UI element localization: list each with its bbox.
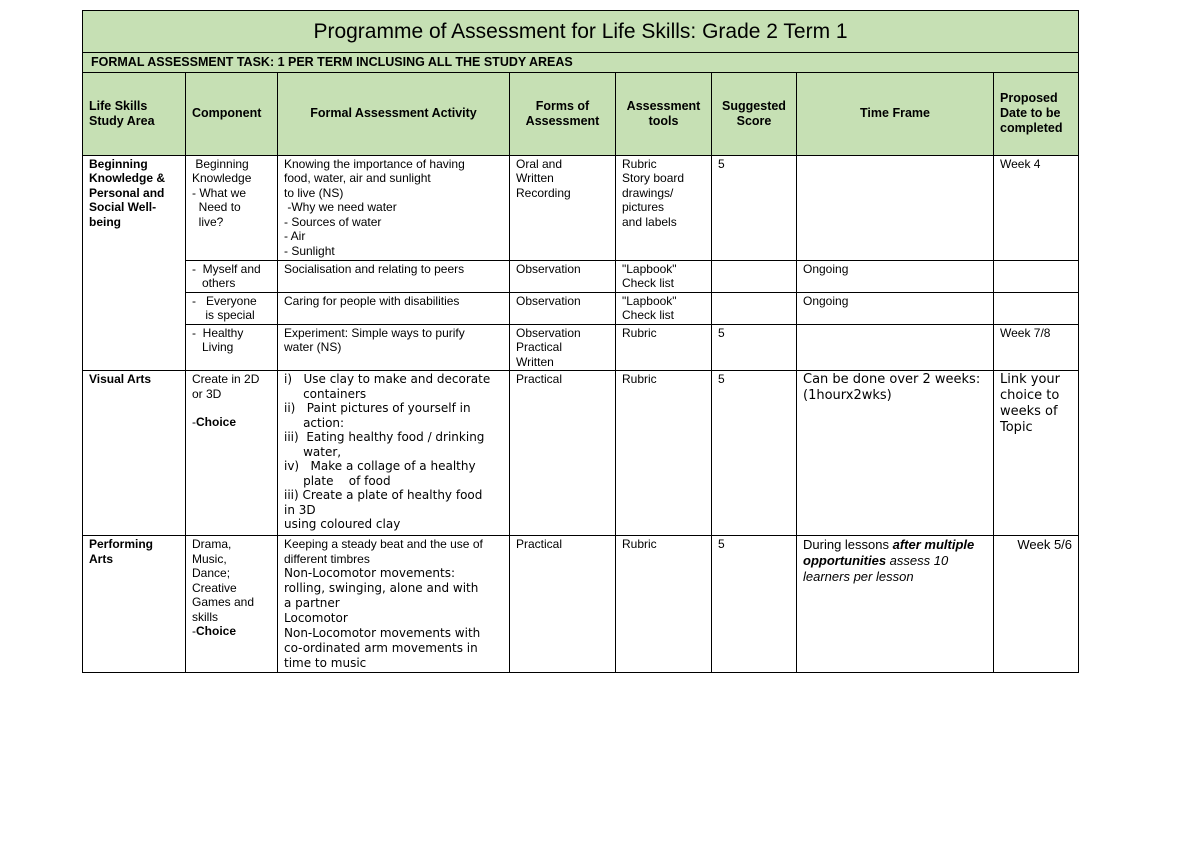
forms-cell: Practical [510, 536, 616, 673]
text-line: live? [192, 214, 224, 229]
choice-prefix: - [192, 415, 196, 429]
time-prefix: During lessons [803, 537, 893, 552]
forms-cell [510, 324, 616, 371]
activity-cell: Socialisation and relating to peers [278, 260, 510, 292]
date-cell [994, 371, 1079, 536]
tools-cell [616, 155, 712, 260]
text-line: i) Use clay to make and decorate [284, 372, 491, 386]
text-line: or 3D [192, 386, 222, 401]
table-row [83, 324, 1079, 371]
text-line: Need to [192, 200, 241, 214]
component-cell [186, 536, 278, 673]
activity-cell [278, 371, 510, 536]
text-line: containers [284, 386, 367, 401]
forms-cell: Observation [510, 292, 616, 324]
date-cell: Week 5/6 [994, 536, 1079, 673]
date-cell [994, 292, 1079, 324]
text-line: others [192, 276, 236, 290]
score-cell [712, 292, 797, 324]
text-line: time to music [284, 656, 367, 670]
text-line: weeks of [1000, 404, 1058, 419]
tools-cell [616, 292, 712, 324]
date-cell: Week 7/8 [994, 324, 1079, 371]
text-line: Games and [192, 595, 255, 609]
text-line: Non-Locomotor movements: [284, 566, 456, 580]
text-line: drawings/ [622, 185, 674, 200]
text-line: - Myself and [192, 261, 261, 276]
time-frame-cell: Ongoing [797, 292, 994, 324]
time-bold: after multiple opportunities [803, 537, 975, 568]
text-line: -Why we need water [284, 200, 397, 214]
tools-cell: Rubric [616, 536, 712, 673]
text-line: Topic [1000, 420, 1033, 435]
component-cell [186, 292, 278, 324]
text-line: Rubric [622, 156, 657, 171]
choice-label [192, 415, 271, 430]
activity-lines-sans [284, 537, 503, 566]
score-cell: 5 [712, 155, 797, 260]
text-line: using coloured clay [284, 517, 401, 531]
text-line: Music, [192, 551, 227, 566]
header-activity: Formal Assessment Activity [278, 72, 510, 155]
text-line: water, [284, 444, 342, 459]
text-line: water (NS) [284, 340, 342, 354]
text-line: - Everyone [192, 293, 257, 308]
header-date: Proposed Date to be completed [994, 72, 1079, 155]
header-score: Suggested Score [712, 72, 797, 155]
forms-cell: Practical [510, 371, 616, 536]
text-line: choice to [1000, 388, 1060, 403]
text-line: Dance; [192, 566, 231, 580]
text-line: Written [516, 171, 554, 185]
text-line: is special [192, 308, 255, 322]
time-frame-cell [797, 536, 994, 673]
table-row [83, 292, 1079, 324]
forms-cell [510, 155, 616, 260]
text-line: - Air [284, 229, 306, 243]
text-line: "Lapbook" [622, 293, 677, 308]
table-row [83, 155, 1079, 260]
time-frame-cell [797, 155, 994, 260]
tools-cell: Rubric [616, 371, 712, 536]
text-line: Living [192, 340, 234, 354]
text-line: Observation [516, 325, 581, 340]
activity-cell [278, 324, 510, 371]
text-line: rolling, swinging, alone and with [284, 581, 479, 595]
text-line: Practical [516, 340, 563, 354]
time-frame-cell [797, 371, 994, 536]
text-line: and labels [622, 214, 677, 229]
activity-lines-dv [284, 566, 503, 671]
text-line: Can be done over 2 weeks: [803, 372, 981, 387]
component-cell [186, 371, 278, 536]
forms-cell: Observation [510, 260, 616, 292]
study-area-cell: Beginning Knowledge & Personal and Social Well-being [83, 155, 186, 371]
text-line: - What we [192, 185, 247, 200]
text-line: Check list [622, 276, 675, 290]
page-title: Programme of Assessment for Life Skills: Grade 2 Term 1 [83, 11, 1079, 53]
component-cell [186, 324, 278, 371]
table-row [83, 536, 1079, 673]
date-cell [994, 260, 1079, 292]
text-line: different timbres [284, 551, 370, 566]
text-line: Check list [622, 308, 675, 322]
date-cell: Week 4 [994, 155, 1079, 260]
text-line: Written [516, 354, 554, 369]
tools-cell: Rubric [616, 324, 712, 371]
text-line: iii) Create a plate of healthy food [284, 488, 483, 502]
page-subtitle: FORMAL ASSESSMENT TASK: 1 PER TERM INCLUSING ALL THE STUDY AREAS [83, 53, 1079, 73]
text-line: in 3D [284, 502, 316, 517]
component-lines [192, 372, 271, 401]
tools-cell [616, 260, 712, 292]
activity-cell: Caring for people with disabilities [278, 292, 510, 324]
text-line: Story board [622, 171, 685, 185]
text-line: Recording [516, 185, 571, 200]
score-cell: 5 [712, 536, 797, 673]
header-forms: Forms of Assessment [510, 72, 616, 155]
choice-text: Choice [196, 624, 237, 638]
text-line: iii) Eating healthy food / drinking [284, 430, 485, 444]
activity-cell [278, 536, 510, 673]
text-line: to live (NS) [284, 185, 344, 200]
text-line: a partner [284, 596, 340, 610]
text-line: (1hourx2wks) [803, 388, 892, 403]
text-line: Non-Locomotor movements with [284, 626, 481, 640]
activity-cell [278, 155, 510, 260]
text-line: "Lapbook" [622, 261, 677, 276]
time-italic: assess 10 learners per lesson [803, 553, 949, 584]
assessment-table [82, 10, 1079, 673]
header-tools: Assessment tools [616, 72, 712, 155]
text-line: plate of food [284, 473, 391, 488]
time-frame-cell: Ongoing [797, 260, 994, 292]
component-lines [192, 537, 271, 624]
table-row [83, 371, 1079, 536]
text-line: Keeping a steady beat and the use of [284, 537, 483, 551]
text-line: Beginning [192, 156, 249, 171]
text-line: Drama, [192, 537, 232, 551]
score-cell [712, 260, 797, 292]
text-line: Create in 2D [192, 372, 260, 386]
header-study-area: Life Skills Study Area [83, 72, 186, 155]
component-cell [186, 155, 278, 260]
text-line: Knowledge [192, 171, 252, 185]
text-line: Locomotor [284, 611, 348, 625]
text-line: co-ordinated arm movements in [284, 641, 478, 655]
table-row [83, 260, 1079, 292]
choice-text: Choice [196, 415, 237, 429]
header-time-frame: Time Frame [797, 72, 994, 155]
text-line: iv) Make a collage of a healthy [284, 459, 476, 473]
component-cell [186, 260, 278, 292]
text-line: - Sunlight [284, 243, 335, 258]
choice-prefix: - [192, 624, 196, 638]
choice-label [192, 624, 271, 639]
text-line: Link your [1000, 372, 1060, 387]
text-line: skills [192, 609, 218, 624]
text-line: food, water, air and sunlight [284, 171, 431, 185]
text-line: - Healthy [192, 325, 244, 340]
header-row [83, 72, 1079, 155]
text-line: action: [284, 415, 345, 430]
score-cell: 5 [712, 371, 797, 536]
text-line: Oral and [516, 156, 563, 171]
text-line: Experiment: Simple ways to purify [284, 325, 465, 340]
score-cell: 5 [712, 324, 797, 371]
study-area-cell: Visual Arts [83, 371, 186, 536]
text-line: - Sources of water [284, 214, 382, 229]
text-line: Creative [192, 580, 237, 595]
study-area-cell: Performing Arts [83, 536, 186, 673]
time-frame-cell [797, 324, 994, 371]
text-line: ii) Paint pictures of yourself in [284, 401, 471, 415]
text-line: Knowing the importance of having [284, 156, 465, 171]
text-line: pictures [622, 200, 665, 214]
header-component: Component [186, 72, 278, 155]
